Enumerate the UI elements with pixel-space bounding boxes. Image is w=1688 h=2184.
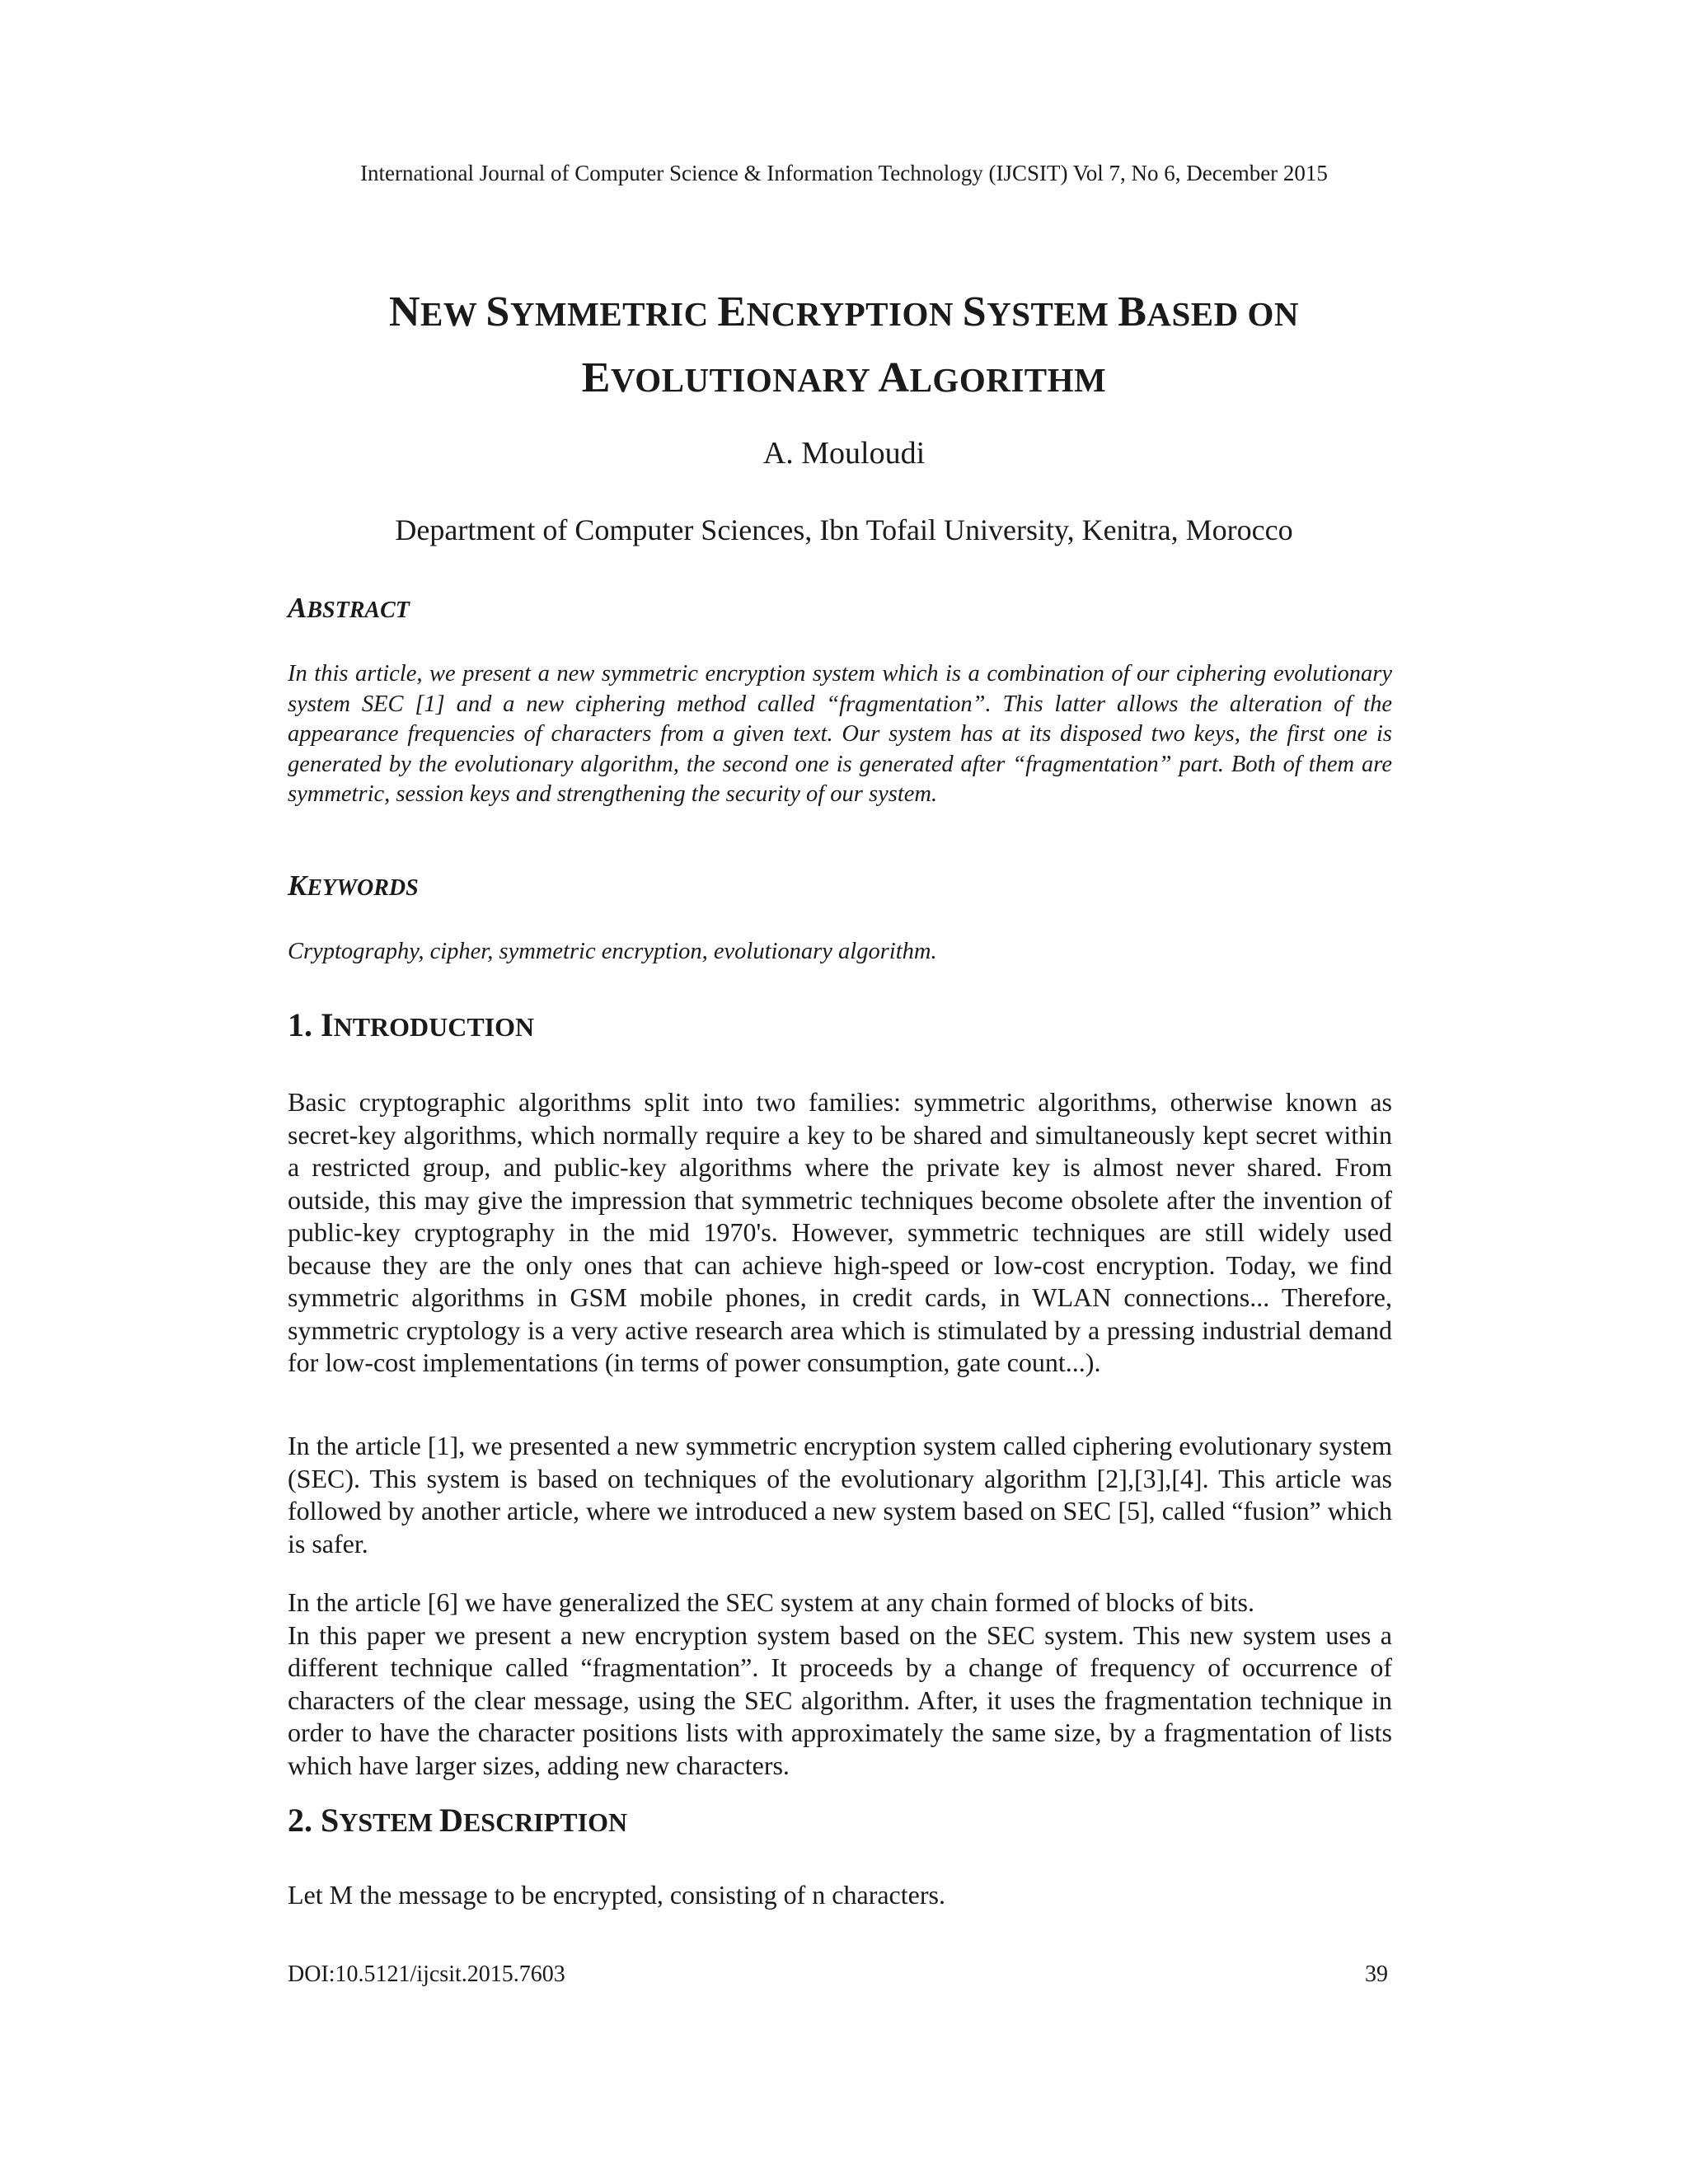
system-description-paragraph-1: Let M the message to be encrypted, consisting of n characters.: [288, 1880, 945, 1910]
intro-paragraph-3: In the article [6] we have generalized the SEC system at any chain formed of blocks of bits. In this paper we present a new encryption system based on the SEC system. This new system uses a different technique called “fragmentation”. It proceeds by a change of frequency of occurrence of characters of the clear message, using the SEC algorithm. After, it uses the fragmentation technique in order to have the character positions lists with approximately the same size, by a fragmentation of lists which have larger sizes, adding new characters.: [288, 1587, 1392, 1780]
footer-doi: DOI:10.5121/ijcsit.2015.7603: [288, 1961, 565, 1987]
running-header: International Journal of Computer Science & Information Technology (IJCSIT) Vol 7, No 6, December 2015: [360, 161, 1328, 185]
paper-title: [206, 280, 1482, 412]
title-line-1: NEW SYMMETRIC ENCRYPTION SYSTEM BASED ON: [388, 288, 1300, 335]
author-name: A. Mouloudi: [762, 436, 926, 471]
keywords-text: Cryptography, cipher, symmetric encryption, evolutionary algorithm.: [288, 939, 937, 964]
author-affiliation: Department of Computer Sciences, Ibn Tofail University, Kenitra, Morocco: [395, 513, 1293, 546]
abstract-text: In this article, we present a new symmetric encryption system which is a combination of our ciphering evolutionary system SEC [1] and a new ciphering method called “fragmentation”. This latter allows the alteration of the appearance frequencies of characters from a given text. Our system has at its disposed two keys, the first one is generated by the evolutionary algorithm, the second one is generated after “fragmentation” part. Both of them are symmetric, session keys and strengthening the security of our system.: [288, 661, 1392, 807]
keywords-heading: KEYWORDS: [288, 869, 419, 902]
introduction-heading: 1. INTRODUCTION: [288, 1006, 535, 1043]
abstract-heading: ABSTRACT: [288, 592, 410, 624]
page-number: 39: [1365, 1961, 1388, 1987]
system-description-heading: 2. SYSTEM DESCRIPTION: [288, 1802, 628, 1839]
intro-paragraph-2: In the article [1], we presented a new symmetric encryption system called ciphering evolutionary system (SEC). This system is based on techniques of the evolutionary algorithm [2],[3],[4]. This article was followed by another article, where we introduced a new system based on SEC [5], called “fusion” which is safer.: [288, 1431, 1392, 1558]
intro-paragraph-1: Basic cryptographic algorithms split into two families: symmetric algorithms, otherwise known as secret-key algorithms, which normally require a key to be shared and simultaneously kept secret within a restricted group, and public-key algorithms where the private key is almost never shared. From outside, this may give the impression that symmetric techniques become obsolete after the invention of public-key cryptography in the mid 1970's. However, symmetric techniques are still widely used because they are the only ones that can achieve high-speed or low-cost encryption. Today, we find symmetric algorithms in GSM mobile phones, in credit cards, in WLAN connections... Therefore, symmetric cryptology is a very active research area which is stimulated by a pressing industrial demand for low-cost implementations (in terms of power consumption, gate count...).: [288, 1087, 1392, 1377]
title-line-2: EVOLUTIONARY ALGORITHM: [581, 354, 1107, 401]
